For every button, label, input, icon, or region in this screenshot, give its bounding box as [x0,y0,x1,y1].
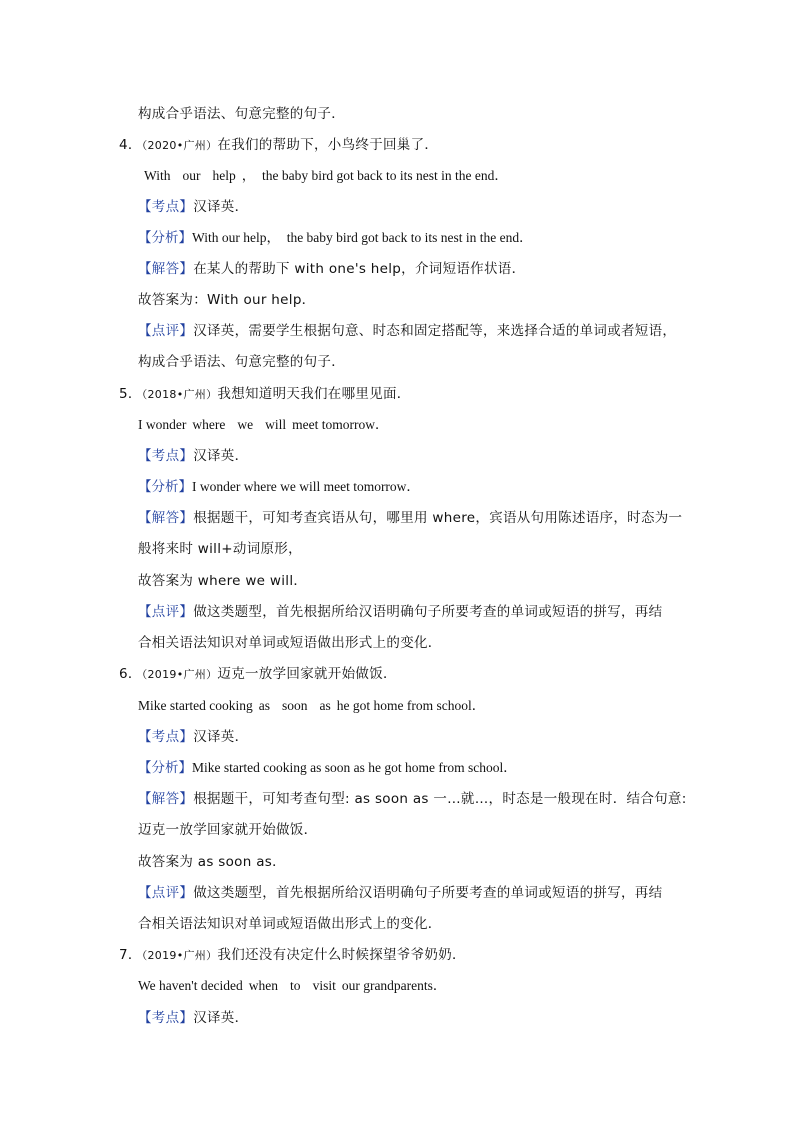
fenxi-tag: 【分析】 [138,230,192,246]
dianping-line-2: 合相关语法知识对单词或短语做出形式上的变化． [138,635,442,651]
dianping-line-2: 合相关语法知识对单词或短语做出形式上的变化． [138,916,442,932]
jieda-text: 根据题干，可知考查宾语从句，哪里用 where，宾语从句用陈述语序，时态为一 [193,510,683,526]
fenxi-line [138,760,517,777]
fenxi-tag: 【分析】 [138,760,192,776]
dianping-tag: 【点评】 [138,323,194,339]
jieda-text: 根据题干，可知考查句型: as soon as 一…就…，时态是一般现在时．结合句意: [193,791,687,807]
answer-word: as [258,698,270,713]
kaodian-text: 汉译英． [193,199,249,215]
question-source: （2018•广州） [141,388,218,401]
jieda-tag: 【解答】 [138,510,194,526]
jieda-line [138,791,687,807]
kaodian-tag: 【考点】 [138,729,194,745]
answer-line: 故答案为 where we will． [138,573,308,589]
sentence-rest: he got home from school． [336,698,486,713]
kaodian-text: 汉译英． [193,448,249,464]
kaodian-line [138,199,248,215]
kaodian-tag: 【考点】 [138,1010,194,1026]
jieda-line [138,261,525,277]
kaodian-line [138,448,248,464]
answer-word: we [237,417,254,432]
question-number: 4． [119,137,142,153]
question-source: （2020•广州） [141,139,218,152]
fenxi-tag: 【分析】 [138,479,192,495]
fenxi-line [138,230,533,247]
question-prompt: 我们还没有决定什么时候探望爷爷奶奶． [217,947,466,963]
dianping-line-2: 构成合乎语法、句意完整的句子． [138,354,345,370]
answer-word: as [319,698,331,713]
answer-word: where [192,417,226,432]
kaodian-line [138,729,248,745]
answer-word: will [265,417,287,432]
question-source: （2019•广州） [141,668,218,681]
fenxi-text: With our help， the baby bird got back to its nest in the end． [192,230,533,245]
jieda-line [138,510,682,526]
sentence-start: I wonder [138,417,187,432]
answer-word: soon [281,698,308,713]
fenxi-text: I wonder where we will meet tomorrow． [192,479,420,494]
question-5-answer-sentence [138,417,388,433]
answer-word: With [144,168,171,183]
question-6-answer-sentence [138,698,485,714]
jieda-tag: 【解答】 [138,791,194,807]
jieda-line-2: 迈克一放学回家就开始做饭． [138,822,318,838]
dianping-text: 做这类题型，首先根据所给汉语明确句子所要考查的单词或短语的拼写，再结 [193,885,663,901]
question-source: （2019•广州） [141,949,218,962]
text-line: 构成合乎语法、句意完整的句子． [138,106,345,122]
answer-blank [186,417,292,432]
sentence-start: We haven't decided [138,978,243,993]
answer-blank [138,168,242,183]
sentence-rest: meet tomorrow． [292,417,389,432]
sentence-rest: ， the baby bird got back to its nest in the end． [241,168,508,183]
question-prompt: 我想知道明天我们在哪里见面． [217,386,411,402]
question-4-answer-sentence [138,168,508,184]
dianping-line [138,323,676,339]
answer-blank [253,698,337,713]
kaodian-tag: 【考点】 [138,199,194,215]
sentence-start: Mike started cooking [138,698,253,713]
answer-word: when [248,978,279,993]
answer-word: to [290,978,301,993]
question-number: 6． [119,666,142,682]
question-7-answer-sentence [138,978,446,994]
jieda-tag: 【解答】 [138,261,194,277]
answer-line: 故答案为 as soon as． [138,854,286,870]
jieda-line-2: 般将来时 will+动词原形， [138,541,302,557]
answer-line: 故答案为：With our help． [138,292,316,308]
dianping-line [138,885,662,901]
answer-word: help [212,168,236,183]
kaodian-text: 汉译英． [193,729,249,745]
answer-word: visit [312,978,336,993]
question-6-heading [119,666,397,683]
answer-blank [243,978,342,993]
dianping-tag: 【点评】 [138,604,194,620]
jieda-text: 在某人的帮助下 with one's help，介词短语作状语． [193,261,526,277]
question-prompt: 在我们的帮助下，小鸟终于回巢了． [217,137,439,153]
question-number: 7． [119,947,142,963]
question-prompt: 迈克一放学回家就开始做饭． [217,666,397,682]
dianping-text: 汉译英，需要学生根据句意、时态和固定搭配等，来选择合适的单词或者短语， [193,323,677,339]
question-4-heading [119,137,438,154]
kaodian-text: 汉译英． [193,1010,249,1026]
fenxi-text: Mike started cooking as soon as he got home from school． [192,760,517,775]
sentence-rest: our grandparents． [341,978,447,993]
dianping-text: 做这类题型，首先根据所给汉语明确句子所要考查的单词或短语的拼写，再结 [193,604,663,620]
kaodian-tag: 【考点】 [138,448,194,464]
question-7-heading [119,947,466,964]
question-5-heading [119,386,411,403]
kaodian-line [138,1010,248,1026]
dianping-line [138,604,662,620]
answer-word: our [182,168,201,183]
question-number: 5． [119,386,142,402]
fenxi-line [138,479,420,496]
dianping-tag: 【点评】 [138,885,194,901]
